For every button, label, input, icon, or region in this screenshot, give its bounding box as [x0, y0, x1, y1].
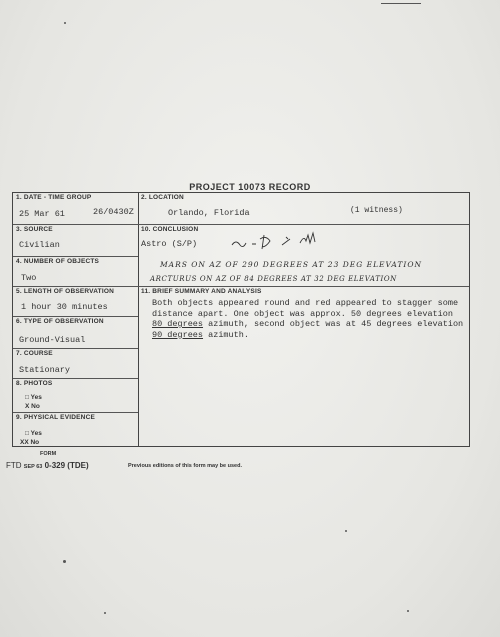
evidence-no-label: No [30, 439, 40, 446]
source-value: Civilian [19, 240, 60, 250]
summary-text [152, 298, 482, 340]
location-value: Orlando, Florida [168, 208, 250, 218]
evidence-no-option [20, 439, 39, 446]
source-label: 3. SOURCE [16, 226, 53, 233]
footer-form-number: 0-329 (TDE) [44, 461, 89, 470]
footer-note: Previous editions of this form may be used. [128, 463, 242, 469]
summary-underlined-azimuth: 80 degrees [152, 319, 204, 329]
photos-no-option [25, 403, 40, 410]
physical-evidence-label: 9. PHYSICAL EVIDENCE [16, 414, 96, 421]
evidence-yes-option [25, 430, 42, 437]
source-cell [13, 225, 138, 257]
summary-label: 11. BRIEF SUMMARY AND ANALYSIS [141, 288, 262, 295]
number-of-objects-value: Two [21, 273, 37, 283]
footer-form-word: FORM [40, 451, 57, 457]
length-value: 1 hour 30 minutes [21, 302, 108, 312]
evidence-no-checkbox: XX [20, 439, 29, 446]
summary-line: distance apart. One object was approx. 50 degrees elevation [152, 308, 453, 319]
handwritten-scribble [230, 231, 340, 253]
type-label: 6. TYPE OF OBSERVATION [16, 318, 104, 325]
form-title: PROJECT 10073 RECORD [189, 182, 311, 192]
photos-yes-checkbox: □ [25, 394, 29, 401]
footer-form-id [6, 461, 89, 470]
photos-label: 8. PHOTOS [16, 380, 53, 387]
speck [407, 610, 409, 612]
number-of-objects-label: 4. NUMBER OF OBJECTS [16, 258, 100, 265]
footer-ftd: FTD [6, 461, 22, 470]
course-value: Stationary [19, 365, 71, 375]
conclusion-cell [138, 225, 469, 287]
type-cell [13, 317, 138, 349]
speck [63, 560, 66, 563]
length-label: 5. LENGTH OF OBSERVATION [16, 288, 114, 295]
photos-cell [13, 379, 138, 413]
type-value: Ground-Visual [19, 335, 86, 345]
speck [64, 22, 66, 24]
date-value: 25 Mar 61 [19, 209, 65, 219]
course-label: 7. COURSE [16, 350, 53, 357]
footer-date: SEP 63 [23, 464, 43, 470]
evidence-yes-label: Yes [30, 430, 42, 437]
conclusion-handwritten-line-1: MARS ON AZ OF 290 DEGREES AT 23 DEG ELEVATION [160, 260, 423, 269]
summary-line-rest: azimuth. [203, 329, 249, 340]
conclusion-label: 10. CONCLUSION [141, 226, 199, 233]
photos-yes-option [25, 394, 42, 401]
course-cell [13, 349, 138, 379]
summary-line-rest: azimuth, second object was at 45 degrees elevation [203, 319, 464, 329]
summary-line: Both objects appeared round and red appeared to stagger some [152, 298, 459, 308]
photos-no-checkbox: X [25, 403, 30, 410]
physical-evidence-cell [13, 413, 138, 448]
time-value: 26/0430Z [93, 207, 134, 217]
number-of-objects-cell [13, 257, 138, 287]
speck [345, 530, 347, 532]
length-cell [13, 287, 138, 317]
speck [104, 612, 106, 614]
photos-no-label: No [31, 403, 40, 410]
location-label: 2. LOCATION [141, 194, 184, 201]
summary-line [152, 330, 482, 341]
summary-line [152, 319, 482, 330]
left-column [13, 193, 139, 446]
witness-count: (1 witness) [350, 206, 403, 215]
speck [381, 3, 421, 4]
summary-underlined-azimuth: 90 degrees [152, 329, 204, 340]
evidence-yes-checkbox: □ [25, 430, 29, 437]
date-time-label: 1. DATE - TIME GROUP [16, 194, 92, 201]
location-cell [138, 193, 469, 225]
conclusion-handwritten-line-2: ARCTURUS ON AZ OF 84 DEGREES AT 32 DEG ELEVATION [150, 275, 397, 283]
photos-yes-label: Yes [30, 394, 42, 401]
conclusion-value: Astro (S/P) [141, 239, 198, 249]
